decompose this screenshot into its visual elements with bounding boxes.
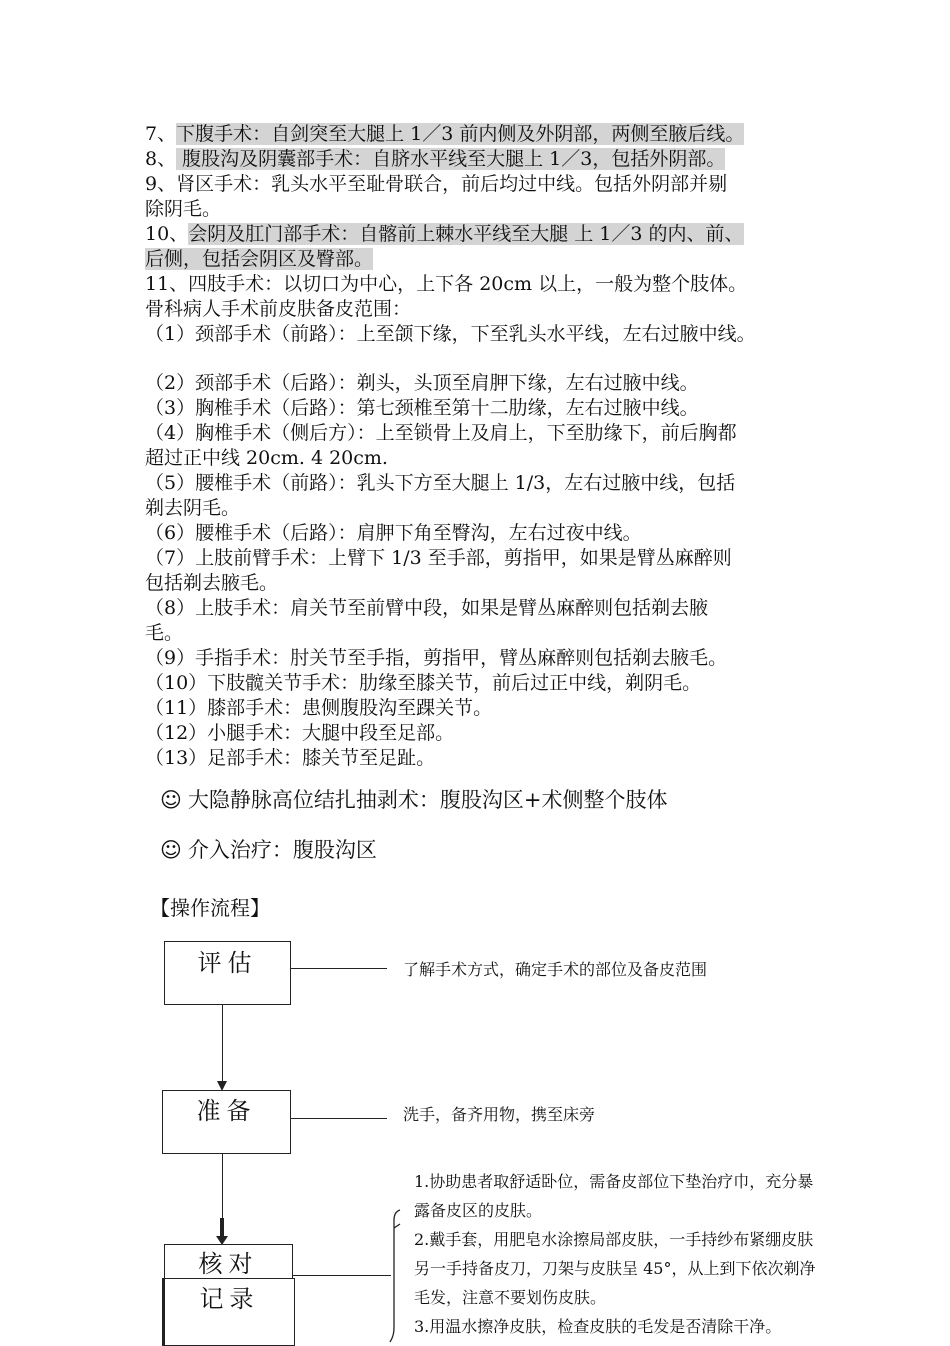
flow-desc-assess: 了解手术方式，确定手术的部位及备皮范围 [403, 960, 708, 979]
text-line [145, 696, 492, 721]
text-line [145, 471, 735, 496]
step-line: 2.戴手套，用肥皂水涂擦局部皮肤，一手持纱布紧绷皮肤 [414, 1230, 814, 1249]
flow-desc-prepare: 洗手，备齐用物，携至床旁 [403, 1105, 596, 1124]
line-text: （7）上肢前臂手术：上臂下 1/3 至手部，剪指甲，如果是臂丛麻醉则 [145, 547, 732, 569]
line-text: 剃去阴毛。 [145, 497, 241, 519]
line-text: （11）膝部手术：患侧腹股沟至踝关节。 [145, 697, 493, 719]
text-line [145, 371, 699, 396]
line-text: 骨科病人手术前皮肤备皮范围： [145, 298, 412, 320]
connector-line [293, 1275, 391, 1276]
flow-box-assess: 评估 [164, 941, 291, 1005]
line-text: （2）颈部手术（后路）：剃头，头顶至肩胛下缘，左右过腋中线。 [145, 372, 699, 394]
arrow-line [222, 1005, 223, 1085]
text-line [145, 446, 388, 471]
smiley-icon: ☺ [160, 838, 182, 862]
text-line [145, 247, 373, 272]
line-text: （8）上肢手术：肩关节至前臂中段，如果是臂丛麻醉则包括剃去腋 [145, 597, 709, 619]
line-text: 包括剃去腋毛。 [145, 572, 279, 594]
line-text: 9、肾区手术：乳头水平至耻骨联合，前后均过中线。包括外阴部并剔 [145, 173, 728, 195]
flow-heading: 【操作流程】 [150, 896, 270, 920]
text-line [145, 746, 435, 771]
text-line [145, 122, 744, 147]
text-line [145, 197, 221, 222]
text-line [145, 272, 747, 297]
text-line [145, 322, 756, 347]
item-number: 10、 [145, 223, 189, 245]
line-text: 毛。 [145, 622, 184, 644]
bracket-icon [388, 1208, 408, 1344]
text-line [145, 571, 278, 596]
line-text: （1）颈部手术（前路）：上至颌下缘，下至乳头水平线，左右过腋中线。 [145, 323, 756, 345]
line-text: 后侧，包括会阴区及臀部。 [145, 248, 374, 270]
line-text: （4）胸椎手术（侧后方）：上至锁骨上及肩上，下至肋缘下，前后胸都 [145, 422, 737, 444]
connector-line [291, 1118, 387, 1119]
smiley-icon: ☺ [160, 788, 182, 812]
line-text: 除阴毛。 [145, 198, 222, 220]
line-text: 会阴及肛门部手术：自髂前上棘水平线至大腿 上 1／3 的内、前、 [188, 223, 744, 245]
step-line: 露备皮区的皮肤。 [414, 1201, 543, 1220]
line-text: （5）腰椎手术（前路）：乳头下方至大腿上 1/3，左右过腋中线，包括 [145, 472, 736, 494]
item-number: 7、 [145, 123, 177, 145]
flow-box-verify: 核对 [164, 1244, 293, 1286]
text-line [145, 496, 240, 521]
text-line [145, 222, 744, 247]
text-line [145, 521, 642, 546]
text-line [145, 596, 708, 621]
flow-box-prepare: 准备 [162, 1090, 291, 1154]
special-line-intervention [160, 837, 377, 863]
text-line [145, 671, 701, 696]
line-text: （13）足部手术：膝关节至足趾。 [145, 747, 436, 769]
special-text: 大隐静脉高位结扎抽剥术：腹股沟区+术侧整个肢体 [187, 788, 668, 812]
special-line-vein [160, 787, 668, 813]
step-line: 毛发，注意不要划伤皮肤。 [414, 1288, 607, 1307]
step-line: 1.协助患者取舒适卧位，需备皮部位下垫治疗巾，充分暴 [414, 1172, 814, 1191]
text-line [145, 621, 183, 646]
flow-steps [414, 1167, 815, 1341]
text-line [145, 396, 699, 421]
line-text: 超过正中线 20cm. 4 20cm. [145, 447, 388, 469]
flow-box-record: 记录 [162, 1278, 295, 1346]
text-line [145, 297, 411, 322]
line-text: 11、四肢手术：以切口为中心，上下各 20cm 以上，一般为整个肢体。 [145, 273, 748, 295]
line-text: 下腹手术：自剑突至大腿上 1／3 前内侧及外阴部，两侧至腋后线。 [176, 123, 745, 145]
text-line [145, 147, 725, 172]
line-text: （10）下肢髋关节手术：肋缘至膝关节，前后过正中线，剃阴毛。 [145, 672, 702, 694]
text-line [145, 546, 732, 571]
text-line [145, 721, 454, 746]
line-text: （6）腰椎手术（后路）：肩胛下角至臀沟，左右过夜中线。 [145, 522, 642, 544]
text-line [145, 646, 727, 671]
item-number: 8、 [145, 148, 177, 170]
connector-line [291, 968, 387, 969]
line-text: （3）胸椎手术（后路）：第七颈椎至第十二肋缘，左右过腋中线。 [145, 397, 699, 419]
arrow-line [222, 1154, 223, 1222]
special-text: 介入治疗：腹股沟区 [187, 838, 377, 862]
text-line [145, 421, 737, 446]
step-line: 3.用温水擦净皮肤，检查皮肤的毛发是否清除干净。 [414, 1317, 782, 1336]
step-line: 另一手持备皮刀，刀架与皮肤呈 45°，从上到下依次剃净 [414, 1259, 816, 1278]
line-text: （12）小腿手术：大腿中段至足部。 [145, 722, 455, 744]
text-line [145, 172, 727, 197]
line-text: 腹股沟及阴囊部手术：自脐水平线至大腿上 1／3，包括外阴部。 [176, 148, 726, 170]
line-text: （9）手指手术：肘关节至手指，剪指甲，臂丛麻醉则包括剃去腋毛。 [145, 647, 728, 669]
